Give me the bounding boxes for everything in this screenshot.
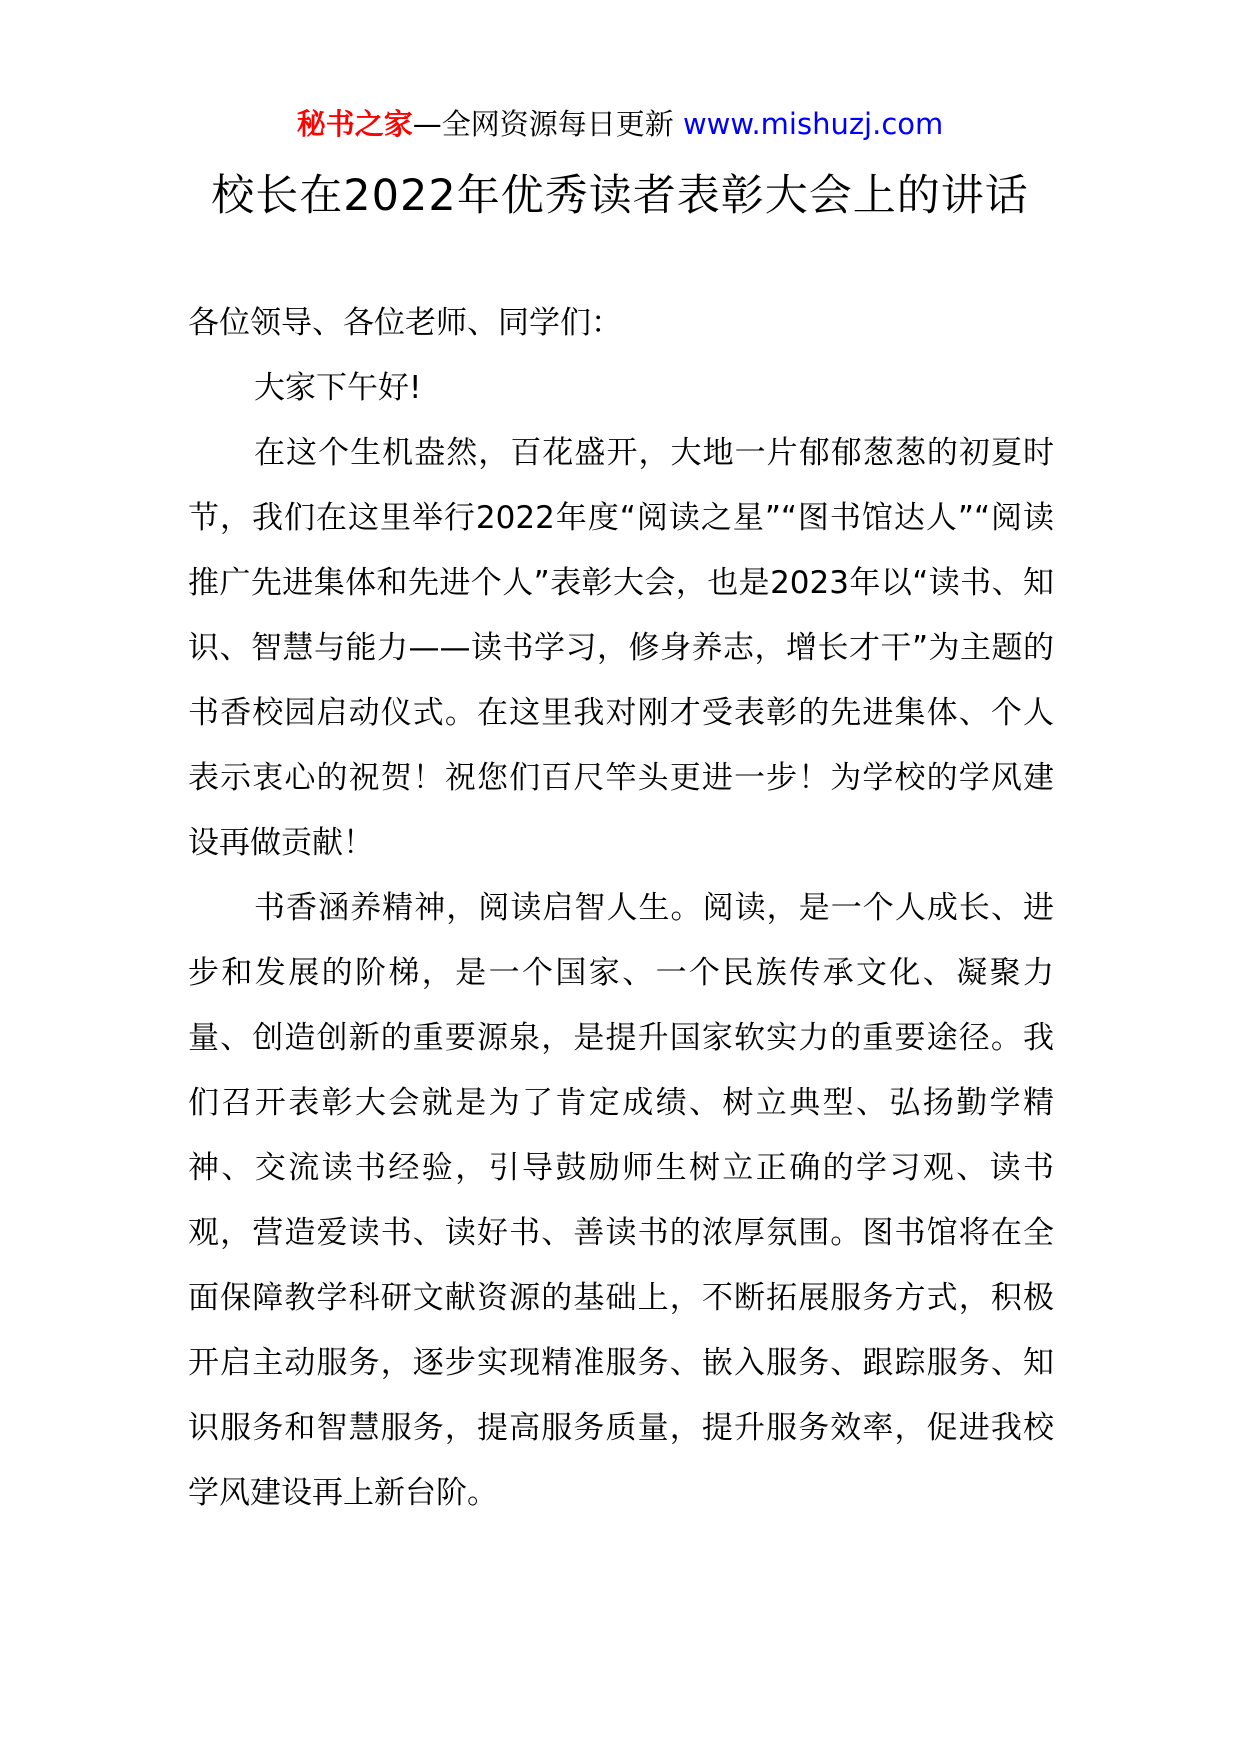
header-slogan: —全网资源每日更新: [412, 107, 674, 141]
paragraph-greeting: 大家下午好!: [254, 370, 422, 406]
page-header: [0, 104, 1240, 144]
header-url-link[interactable]: www.mishuzj.com: [682, 107, 944, 141]
document-body: [188, 291, 1054, 1526]
header-brand: 秘书之家: [296, 107, 413, 141]
salutation: 各位领导、各位老师、同学们：: [188, 305, 622, 341]
paragraph-reading: 书香涵养精神，阅读启智人生。阅读，是一个人成长、进步和发展的阶梯，是一个国家、一个民族传承文化、凝聚力量、创造创新的重要源泉，是提升国家软实力的重要途径。我们召开表彰大会就是为了肯定成绩、树立典型、弘扬勤学精神、交流读书经验，引导鼓励师生树立正确的学习观、读书观，营造爱读书、读好书、善读书的浓厚氛围。图书馆将在全面保障教学科研文献资源的基础上，不断拓展服务方式，积极开启主动服务，逐步实现精准服务、嵌入服务、跟踪服务、知识服务和智慧服务，提高服务质量，提升服务效率，促进我校学风建设再上新台阶。: [188, 890, 1054, 1511]
document-title: 校长在2022年优秀读者表彰大会上的讲话: [211, 171, 1029, 221]
paragraph-opening: 在这个生机盎然，百花盛开，大地一片郁郁葱葱的初夏时节，我们在这里举行2022年度“阅读之星”“图书馆达人”“阅读推广先进集体和先进个人”表彰大会，也是2023年以“读书、知识、智慧与能力——读书学习，修身养志，增长才干”为主题的书香校园启动仪式。在这里我对刚才受表彰的先进集体、个人表示衷心的祝贺！祝您们百尺竿头更进一步！为学校的学风建设再做贡献！: [188, 435, 1054, 861]
